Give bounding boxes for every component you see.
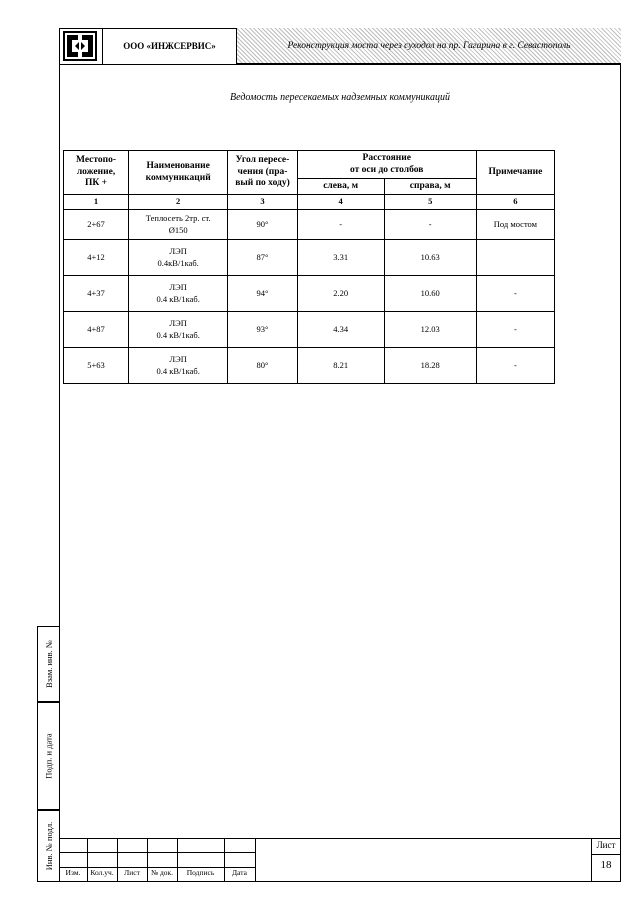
side-field-inv — [37, 810, 59, 882]
cell-note: - — [476, 348, 554, 384]
header-location: Местопо- ложение, ПК + — [64, 151, 129, 195]
header-left: слева, м — [297, 179, 384, 195]
company-logo-icon — [63, 31, 97, 61]
stamp-label-doc: № док. — [150, 868, 174, 877]
table-row — [64, 240, 555, 276]
cell-name: ЛЭП 0.4кВ/1каб. — [129, 240, 228, 276]
table-row — [64, 312, 555, 348]
communications-table — [63, 150, 555, 384]
cell-pk: 4+87 — [64, 312, 129, 348]
cell-note: - — [476, 276, 554, 312]
cell-name: ЛЭП 0.4 кВ/1каб. — [129, 312, 228, 348]
cell-right: - — [384, 210, 476, 240]
cell-left: - — [297, 210, 384, 240]
company-logo — [59, 28, 103, 64]
stamp-label-date: Дата — [232, 868, 247, 877]
cell-note: Под мостом — [476, 210, 554, 240]
stamp-label-kolvo: Кол.уч. — [90, 868, 114, 877]
cell-right: 10.60 — [384, 276, 476, 312]
cell-angle: 80° — [228, 348, 297, 384]
cell-left: 2.20 — [297, 276, 384, 312]
cell-left: 8.21 — [297, 348, 384, 384]
side-label-inv: Инв. № подл. — [44, 821, 54, 871]
header-note: Примечание — [476, 151, 554, 195]
table-row — [64, 210, 555, 240]
column-number: 5 — [384, 195, 476, 210]
sheet-separator — [591, 854, 621, 855]
header-distance: Расстояние от оси до столбов — [297, 151, 476, 179]
cell-angle: 93° — [228, 312, 297, 348]
cell-pk: 2+67 — [64, 210, 129, 240]
cell-angle: 87° — [228, 240, 297, 276]
header-right: справа, м — [384, 179, 476, 195]
document-title: Ведомость пересекаемых надземных коммуникаций — [230, 92, 450, 103]
stamp-divider — [255, 838, 256, 882]
column-number: 4 — [297, 195, 384, 210]
column-number: 2 — [129, 195, 228, 210]
header-name: Наименование коммуникаций — [129, 151, 228, 195]
column-number-row — [64, 195, 555, 210]
sheet-label: Лист — [596, 840, 616, 850]
cell-pk: 5+63 — [64, 348, 129, 384]
cell-left: 3.31 — [297, 240, 384, 276]
side-field-podp — [37, 702, 59, 810]
cell-left: 4.34 — [297, 312, 384, 348]
table-row — [64, 348, 555, 384]
cell-pk: 4+37 — [64, 276, 129, 312]
project-title: Реконструкция моста через суходол на пр. Гагарина в г. Севастополь — [237, 28, 621, 64]
header-divider — [59, 64, 621, 65]
stamp-label-list: Лист — [124, 868, 140, 877]
stamp-label-izm: Изм. — [65, 868, 81, 877]
column-number: 6 — [476, 195, 554, 210]
cell-name: ЛЭП 0.4 кВ/1каб. — [129, 276, 228, 312]
sheet-number: 18 — [600, 859, 612, 871]
column-number: 3 — [228, 195, 297, 210]
cell-angle: 94° — [228, 276, 297, 312]
cell-angle: 90° — [228, 210, 297, 240]
cell-name: ЛЭП 0.4 кВ/1каб. — [129, 348, 228, 384]
header-angle: Угол пересе- чения (пра- вый по ходу) — [228, 151, 297, 195]
stamp-label-sign: Подпись — [186, 868, 215, 877]
cell-pk: 4+12 — [64, 240, 129, 276]
side-label-vzam: Взам. инв. № — [44, 640, 54, 688]
column-number: 1 — [64, 195, 129, 210]
cell-right: 18.28 — [384, 348, 476, 384]
cell-right: 10.63 — [384, 240, 476, 276]
side-label-podp: Подп. и дата — [44, 733, 55, 779]
cell-name: Теплосеть 2тр. ст. Ø150 — [129, 210, 228, 240]
cell-note: - — [476, 312, 554, 348]
table-row — [64, 276, 555, 312]
cell-note — [476, 240, 554, 276]
side-field-vzam — [37, 626, 59, 702]
company-name: ООО «ИНЖСЕРВИС» — [103, 28, 237, 64]
cell-right: 12.03 — [384, 312, 476, 348]
